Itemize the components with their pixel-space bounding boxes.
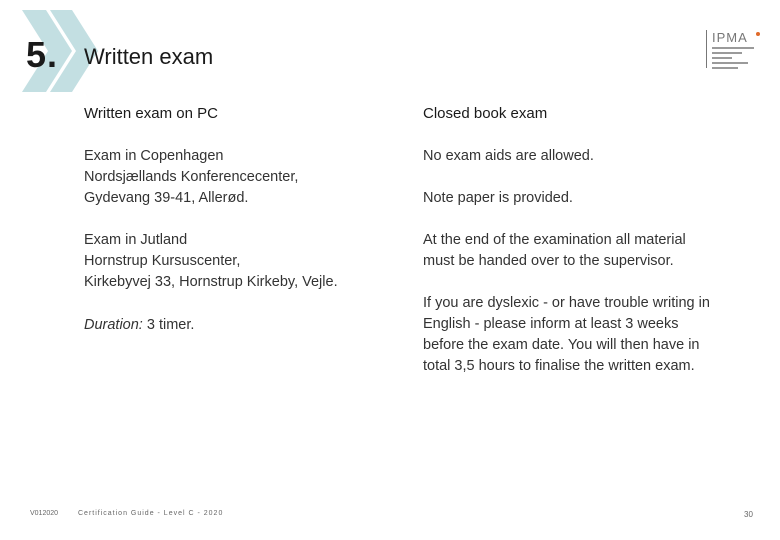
aids-text: No exam aids are allowed. bbox=[423, 148, 594, 164]
left-column bbox=[84, 104, 404, 333]
paper-text: Note paper is provided. bbox=[423, 190, 573, 206]
copenhagen-line1: Exam in Copenhagen bbox=[84, 148, 224, 164]
right-heading: Closed book exam bbox=[423, 105, 548, 122]
dyslexic-line3: before the exam date. You will then have in bbox=[423, 337, 700, 353]
right-column bbox=[423, 104, 753, 374]
handover-line2: must be handed over to the supervisor. bbox=[423, 253, 674, 269]
copenhagen-line2: Nordsjællands Konferencecenter, bbox=[84, 169, 299, 185]
dyslexic-line4: total 3,5 hours to finalise the written exam. bbox=[423, 358, 695, 374]
copenhagen-line3: Gydevang 39-41, Allerød. bbox=[84, 190, 249, 206]
left-heading: Written exam on PC bbox=[84, 105, 218, 122]
jutland-info bbox=[84, 230, 414, 293]
logo-brand: IPMA bbox=[712, 30, 748, 45]
dyslexic-line1: If you are dyslexic - or have trouble writing in bbox=[423, 295, 710, 311]
dyslexic-info bbox=[423, 293, 753, 377]
duration-info bbox=[84, 315, 414, 336]
copenhagen-info bbox=[84, 146, 414, 209]
page-title: Written exam bbox=[84, 44, 214, 69]
duration-label: Duration: bbox=[84, 317, 143, 333]
page-number: 30 bbox=[744, 510, 753, 519]
footer-title: Certification Guide - Level C - 2020 bbox=[78, 510, 224, 517]
jutland-line2: Hornstrup Kursuscenter, bbox=[84, 253, 241, 269]
duration-value: 3 timer. bbox=[142, 317, 195, 333]
jutland-line3: Kirkebyvej 33, Hornstrup Kirkeby, Vejle. bbox=[84, 274, 338, 290]
handover-info bbox=[423, 230, 753, 272]
jutland-line1: Exam in Jutland bbox=[84, 232, 188, 248]
aids-info bbox=[423, 146, 753, 167]
paper-info bbox=[423, 188, 753, 209]
section-number: 5. bbox=[26, 34, 59, 75]
dyslexic-line2: English - please inform at least 3 weeks bbox=[423, 316, 679, 332]
ipma-logo-icon bbox=[706, 30, 764, 70]
footer-version: V012020 bbox=[30, 510, 59, 517]
handover-line1: At the end of the examination all material bbox=[423, 232, 686, 248]
